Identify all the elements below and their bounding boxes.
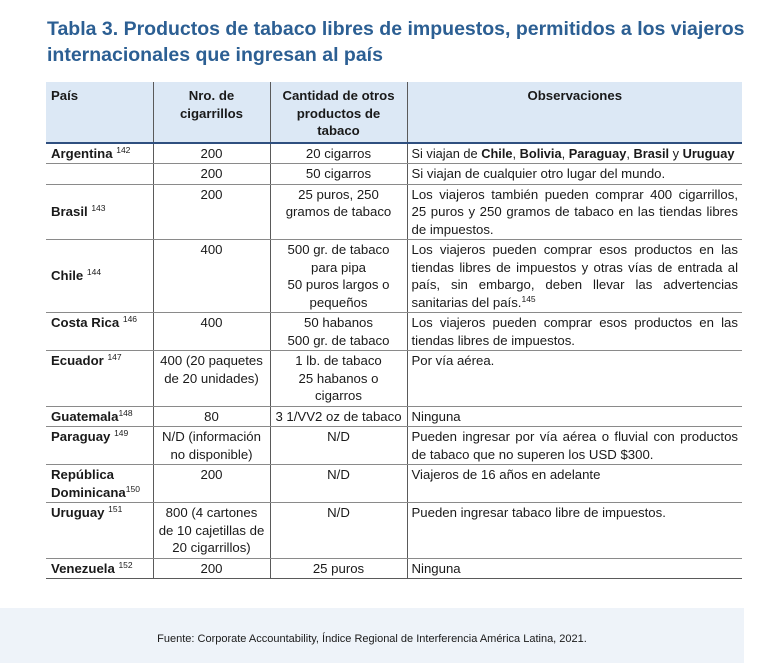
- cigarettes-cell: 200: [153, 143, 270, 164]
- cigarettes-cell: N/D (información no disponible): [153, 427, 270, 465]
- header-cigarettes: Nro. de cigarrillos: [153, 82, 270, 143]
- other-products-cell: 25 puros, 250 gramos de tabaco: [270, 184, 407, 240]
- source-text: Fuente: Corporate Accountability, Índice Regional de Interferencia América Latina, 2021.: [157, 633, 587, 645]
- country-cell-empty: [46, 164, 153, 185]
- table-row: [46, 143, 742, 164]
- table-row: [46, 351, 742, 407]
- table-row: [46, 465, 742, 503]
- table-row: [46, 184, 742, 240]
- table-row: [46, 164, 742, 185]
- table-row: [46, 558, 742, 579]
- observations-cell: Ninguna: [407, 406, 742, 427]
- observations-cell: Si viajan de cualquier otro lugar del mundo.: [407, 164, 742, 185]
- other-products-cell: 20 cigarros: [270, 143, 407, 164]
- cigarettes-cell: 200: [153, 558, 270, 579]
- observations-cell: Los viajeros pueden comprar esos productos en las tiendas libres de impuestos.: [407, 313, 742, 351]
- country-cell: Paraguay $^{149}$: [46, 427, 153, 465]
- country-cell: República Dominicana$^{150}$: [46, 465, 153, 503]
- observations-cell: Pueden ingresar por vía aérea o fluvial con productos de tabaco que no superen los USD $300.: [407, 427, 742, 465]
- cigarettes-cell: 200: [153, 184, 270, 240]
- observations-cell: Viajeros de 16 años en adelante: [407, 465, 742, 503]
- country-cell: Uruguay $^{151}$: [46, 503, 153, 559]
- country-cell: Venezuela $^{152}$: [46, 558, 153, 579]
- table-header-row: [46, 82, 742, 143]
- cigarettes-cell: 800 (4 cartones de 10 cajetillas de 20 cigarrillos): [153, 503, 270, 559]
- cigarettes-cell: 80: [153, 406, 270, 427]
- country-cell: Chile $^{144}$: [46, 240, 153, 313]
- table-row: [46, 427, 742, 465]
- country-cell: Argentina $^{142}$: [46, 143, 153, 164]
- header-country: País: [46, 82, 153, 143]
- duty-free-tobacco-table: [46, 82, 742, 579]
- other-products-cell: 50 habanos 500 gr. de tabaco: [270, 313, 407, 351]
- cigarettes-cell: 400: [153, 240, 270, 313]
- country-cell: Ecuador $^{147}$: [46, 351, 153, 407]
- other-products-cell: 25 puros: [270, 558, 407, 579]
- observations-cell: Por vía aérea.: [407, 351, 742, 407]
- other-products-cell: N/D: [270, 503, 407, 559]
- cigarettes-cell: 400: [153, 313, 270, 351]
- source-note: [0, 608, 744, 663]
- other-products-cell: 1 lb. de tabaco 25 habanos o cigarros: [270, 351, 407, 407]
- observations-cell: Si viajan de Chile, Bolivia, Paraguay, Brasil y Uruguay: [407, 143, 742, 164]
- country-cell: Brasil $^{143}$: [46, 184, 153, 240]
- cigarettes-cell: 400 (20 paquetes de 20 unidades): [153, 351, 270, 407]
- header-observations: Observaciones: [407, 82, 742, 143]
- observations-cell: Ninguna: [407, 558, 742, 579]
- other-products-cell: 50 cigarros: [270, 164, 407, 185]
- table-row: [46, 313, 742, 351]
- table-row: [46, 240, 742, 313]
- observations-cell: Pueden ingresar tabaco libre de impuestos.: [407, 503, 742, 559]
- table-row: [46, 503, 742, 559]
- table-title: Tabla 3. Productos de tabaco libres de impuestos, permitidos a los viajeros internacionales que ingresan al país: [47, 18, 745, 66]
- table-row: [46, 406, 742, 427]
- cigarettes-cell: 200: [153, 465, 270, 503]
- country-cell: Guatemala$^{148}$: [46, 406, 153, 427]
- country-cell: Costa Rica $^{146}$: [46, 313, 153, 351]
- other-products-cell: 500 gr. de tabaco para pipa 50 puros largos o pequeños: [270, 240, 407, 313]
- other-products-cell: N/D: [270, 427, 407, 465]
- other-products-cell: 3 1/VV2 oz de tabaco: [270, 406, 407, 427]
- header-other-products: Cantidad de otros productos de tabaco: [270, 82, 407, 143]
- other-products-cell: N/D: [270, 465, 407, 503]
- observations-cell: Los viajeros también pueden comprar 400 cigarrillos, 25 puros y 250 gramos de tabaco en las tiendas libres de impuestos.: [407, 184, 742, 240]
- observations-cell: Los viajeros pueden comprar esos productos en las tiendas libres de impuestos y otras vías de entrada al país, sin embargo, deben llevar las advertencias sanitarias del país.$^{145}$: [407, 240, 742, 313]
- cigarettes-cell: 200: [153, 164, 270, 185]
